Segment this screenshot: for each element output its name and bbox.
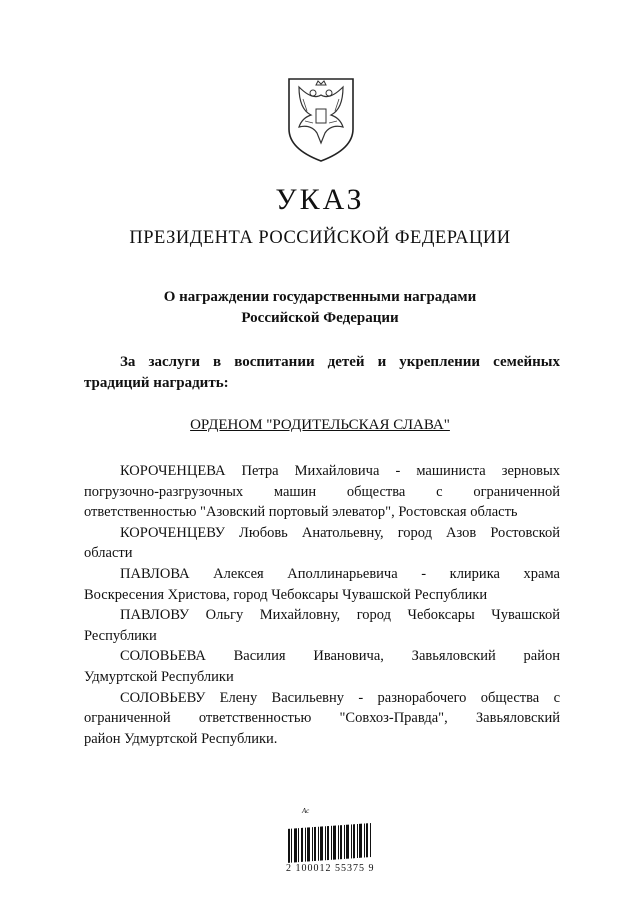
document-subtitle: ПРЕЗИДЕНТА РОССИЙСКОЙ ФЕДЕРАЦИИ — [129, 228, 511, 248]
barcode-block — [286, 807, 376, 877]
document-heading — [0, 287, 640, 329]
heading-line: Российской Федерации — [241, 310, 399, 326]
document-title: УКАЗ — [275, 183, 365, 216]
barcode-number: 2 100012 55375 9 — [286, 863, 375, 874]
body-line: район Удмуртской Республики. — [84, 730, 278, 747]
intro-line: За заслуги в воспитании детей и укреплении семейных — [120, 354, 560, 370]
body-line: СОЛОВЬЕВА Василия Ивановича, Завьяловский район — [120, 648, 560, 665]
order-title — [0, 417, 640, 434]
barcode-mark: Ас — [302, 807, 310, 815]
body-line: погрузочно-разгрузочных машин общества с ограниченной — [84, 483, 560, 500]
body-line: Удмуртской Республики — [84, 668, 234, 685]
body-line: Воскресения Христова, город Чебоксары Чувашской Республики — [84, 586, 488, 603]
order-title-text: ОРДЕНОМ "РОДИТЕЛЬСКАЯ СЛАВА" — [190, 417, 450, 433]
body-line: КОРОЧЕНЦЕВА Петра Михайловича - машиниста зерновых — [120, 463, 560, 479]
intro-paragraph — [84, 352, 560, 394]
body-line: КОРОЧЕНЦЕВУ Любовь Анатольевну, город Азов Ростовской — [120, 524, 560, 541]
barcode-icon — [286, 821, 376, 863]
body-line: области — [84, 545, 133, 562]
intro-line: традиций наградить: — [84, 375, 229, 391]
heading-line: О награждении государственными наградами — [163, 289, 477, 305]
body-line: ПАВЛОВУ Ольгу Михайловну, город Чебоксары Чувашской — [120, 607, 560, 624]
body-line: ограниченной ответственностью "Совхоз-Правда", Завьяловский — [84, 710, 560, 727]
body-line: ПАВЛОВА Алексея Аполлинарьевича - клирика храма — [120, 565, 560, 582]
body-line: Республики — [84, 627, 157, 644]
body-line: ответственностью "Азовский портовый элеватор", Ростовская область — [84, 504, 518, 521]
body-line: СОЛОВЬЕВУ Елену Васильевну - разнорабочего общества с — [120, 689, 560, 706]
coat-of-arms-icon — [285, 77, 357, 163]
award-list — [84, 461, 560, 749]
